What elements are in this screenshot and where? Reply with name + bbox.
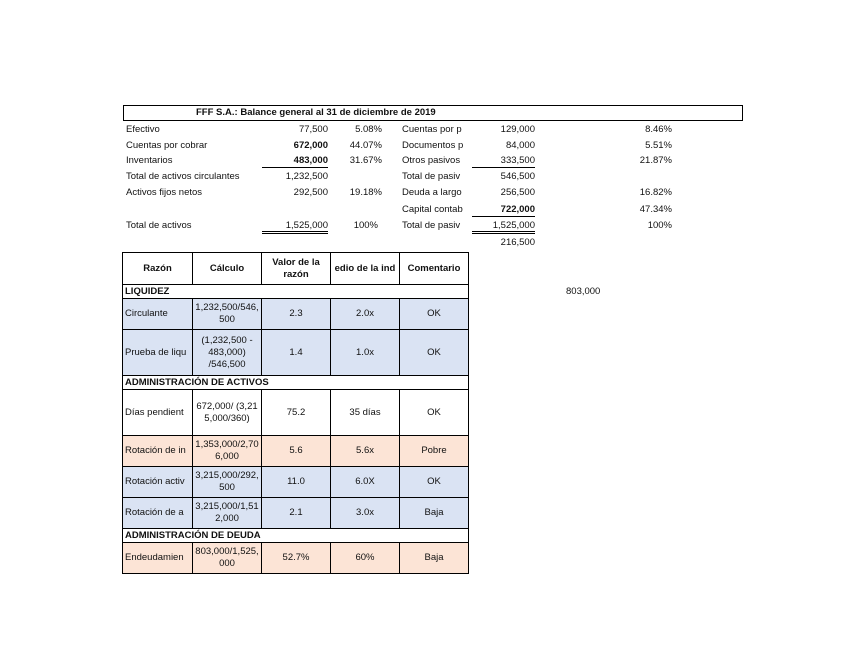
table-row xyxy=(123,543,469,574)
ratio-name: Días pendient xyxy=(123,390,193,436)
ratio-calc: 3,215,000/292,500 xyxy=(193,467,262,498)
liability-label: Total de pasiv xyxy=(402,171,461,182)
liability-label: Otros pasivos xyxy=(402,155,461,166)
ratio-comment: OK xyxy=(400,330,469,376)
asset-label: Activos fijos netos xyxy=(126,187,203,198)
ratio-industry: 60% xyxy=(331,543,400,574)
section-title: ADMINISTRACIÓN DE ACTIVOS xyxy=(123,376,469,390)
liability-value: 84,000 xyxy=(505,140,535,151)
liability-label: Total de pasiv xyxy=(402,220,461,231)
ratio-value: 11.0 xyxy=(262,467,331,498)
asset-value: 1,525,000 xyxy=(262,219,328,234)
asset-label: Cuentas por cobrar xyxy=(126,140,208,151)
ratio-header-row xyxy=(123,253,469,285)
ratio-name: Circulante xyxy=(123,299,193,330)
ratio-value: 52.7% xyxy=(262,543,331,574)
ratio-name: Endeudamien xyxy=(123,543,193,574)
section-title: LIQUIDEZ xyxy=(123,285,469,299)
liability-value: 722,000 xyxy=(472,203,535,217)
liability-value: 129,000 xyxy=(500,124,535,135)
table-row xyxy=(123,467,469,498)
table-row xyxy=(123,330,469,376)
section-row xyxy=(123,529,469,543)
ratio-calc: (1,232,500 - 483,000) /546,500 xyxy=(193,330,262,376)
ratio-industry: 1.0x xyxy=(331,330,400,376)
section-row xyxy=(123,285,469,299)
asset-label: Total de activos xyxy=(126,220,192,231)
asset-value: 1,232,500 xyxy=(285,171,328,182)
ratio-name: Rotación de a xyxy=(123,498,193,529)
ratio-industry: 6.0X xyxy=(331,467,400,498)
side-value: 803,000 xyxy=(566,286,601,297)
ratio-comment: Pobre xyxy=(400,436,469,467)
header-calculo: Cálculo xyxy=(193,253,262,285)
liability-label: Documentos p xyxy=(402,140,464,151)
asset-pct: 44.07% xyxy=(349,140,382,151)
ratio-comment: OK xyxy=(400,390,469,436)
asset-pct: 5.08% xyxy=(355,124,382,135)
liability-pct: 5.51% xyxy=(645,140,672,151)
liability-pct: 21.87% xyxy=(639,155,672,166)
ratio-table xyxy=(122,252,469,574)
balance-sheet-title: FFF S.A.: Balance general al 31 de diciembre de 2019 xyxy=(196,107,436,118)
table-row xyxy=(123,390,469,436)
ratio-value: 2.3 xyxy=(262,299,331,330)
liability-value: 1,525,000 xyxy=(472,219,535,234)
asset-value: 483,000 xyxy=(262,154,328,168)
ratio-comment: Baja xyxy=(400,498,469,529)
asset-value: 292,500 xyxy=(293,187,328,198)
ratio-value: 5.6 xyxy=(262,436,331,467)
table-row xyxy=(123,299,469,330)
header-valor: Valor de la razón xyxy=(262,253,331,285)
liability-value: 546,500 xyxy=(500,171,535,182)
ratio-calc: 1,353,000/2,706,000 xyxy=(193,436,262,467)
ratio-value: 75.2 xyxy=(262,390,331,436)
section-row xyxy=(123,376,469,390)
table-row xyxy=(123,498,469,529)
liability-pct: 8.46% xyxy=(645,124,672,135)
section-title: ADMINISTRACIÓN DE DEUDA xyxy=(123,529,469,543)
liability-pct: 100% xyxy=(647,220,672,231)
asset-label: Inventarios xyxy=(126,155,173,166)
ratio-calc: 3,215,000/1,512,000 xyxy=(193,498,262,529)
header-comentario: Comentario xyxy=(400,253,469,285)
asset-pct: 31.67% xyxy=(349,155,382,166)
ratio-name: Rotación de in xyxy=(123,436,193,467)
ratio-name: Rotación activ xyxy=(123,467,193,498)
header-industria: edio de la ind xyxy=(331,253,400,285)
extra-value: 216,500 xyxy=(500,237,535,248)
header-razon: Razón xyxy=(123,253,193,285)
ratio-industry: 5.6x xyxy=(331,436,400,467)
ratio-calc: 1,232,500/546,500 xyxy=(193,299,262,330)
ratio-calc: 803,000/1,525,000 xyxy=(193,543,262,574)
table-row xyxy=(123,436,469,467)
ratio-calc: 672,000/ (3,215,000/360) xyxy=(193,390,262,436)
asset-pct: 100% xyxy=(353,220,378,231)
balance-sheet-title-box xyxy=(123,105,743,121)
liability-pct: 16.82% xyxy=(639,187,672,198)
ratio-comment: Baja xyxy=(400,543,469,574)
ratio-comment: OK xyxy=(400,299,469,330)
asset-label: Efectivo xyxy=(126,124,160,135)
ratio-value: 1.4 xyxy=(262,330,331,376)
ratio-industry: 3.0x xyxy=(331,498,400,529)
asset-value: 77,500 xyxy=(298,124,328,135)
ratio-industry: 35 días xyxy=(331,390,400,436)
liability-pct: 47.34% xyxy=(639,204,672,215)
asset-label: Total de activos circulantes xyxy=(126,171,240,182)
ratio-industry: 2.0x xyxy=(331,299,400,330)
ratio-value: 2.1 xyxy=(262,498,331,529)
asset-value: 672,000 xyxy=(293,140,328,151)
asset-pct: 19.18% xyxy=(349,187,382,198)
ratio-comment: OK xyxy=(400,467,469,498)
ratio-name: Prueba de liqu xyxy=(123,330,193,376)
liability-label: Capital contab xyxy=(402,204,463,215)
liability-label: Deuda a largo xyxy=(402,187,462,198)
liability-value: 333,500 xyxy=(472,154,535,168)
liability-label: Cuentas por p xyxy=(402,124,462,135)
liability-value: 256,500 xyxy=(500,187,535,198)
